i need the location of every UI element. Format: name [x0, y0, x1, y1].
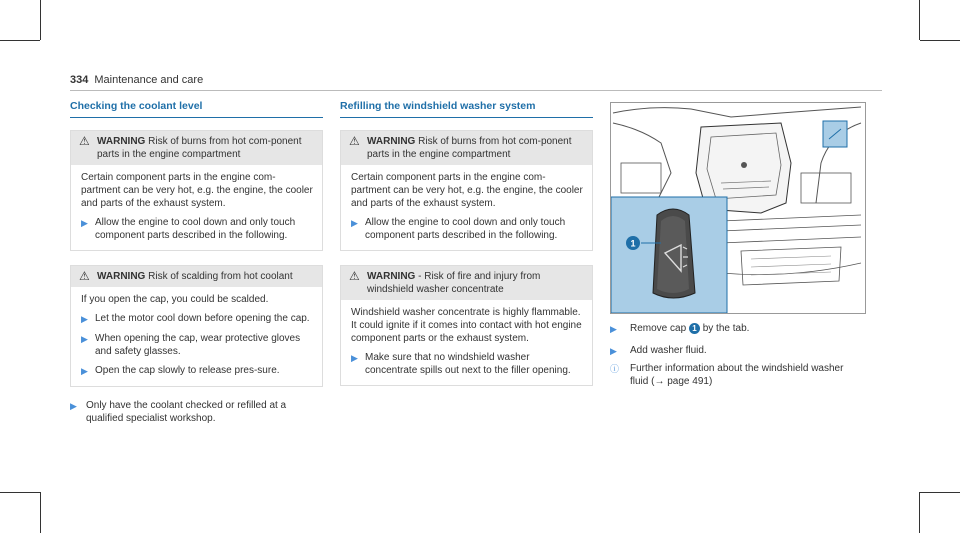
warning-label: WARNING [97, 136, 146, 147]
list-item: ▶ When opening the cap, wear protective gloves and safety glasses. [81, 333, 301, 357]
warning-title: Risk of burns from hot com-ponent parts in the engine compartment [97, 136, 302, 160]
warning-icon: ⚠ [349, 269, 360, 283]
callout-badge: 1 [689, 323, 700, 334]
section-title: Checking the coolant level [70, 100, 323, 118]
section-title: Refilling the windshield washer system [340, 100, 593, 118]
warning-label: WARNING [367, 271, 416, 282]
column-coolant [70, 100, 323, 425]
list-item: ▶ Remove cap 1 by the tab. [610, 323, 750, 334]
warning-box [340, 130, 593, 251]
crop-mark [40, 492, 41, 533]
warning-body: Windshield washer concentrate is highly flammable. It could ignite if it comes into contact with hot engine component parts or the exhaust system. [351, 307, 582, 344]
arrow-icon: ▶ [351, 353, 358, 363]
page-ref[interactable]: page 491) [667, 376, 713, 387]
warning-body: Certain component parts in the engine com-partment can be very hot, e.g. the engine, the cooler and parts of the exhaust system. [81, 172, 313, 209]
arrow-icon: ▶ [81, 218, 88, 228]
crop-mark [40, 0, 41, 40]
arrow-icon: ▶ [610, 322, 630, 336]
list-item: ▶ Allow the engine to cool down and only touch component parts described in the following. [81, 217, 296, 241]
warning-box [340, 265, 593, 386]
arrow-icon: ▶ [610, 344, 630, 358]
arrow-icon: ▶ [70, 399, 86, 425]
engine-bay-drawing [611, 103, 865, 313]
info-icon: ⓘ [610, 362, 630, 388]
list-item: ▶ Open the cap slowly to release pres-sure. [81, 365, 280, 376]
warning-body: If you open the cap, you could be scalded. [81, 294, 269, 305]
list-item: ▶ Let the motor cool down before opening the cap. [81, 313, 310, 324]
warning-icon: ⚠ [79, 269, 90, 283]
page-number: 334 [70, 74, 89, 86]
crop-mark [919, 492, 920, 533]
crop-mark [920, 40, 960, 41]
warning-body: Certain component parts in the engine com-partment can be very hot, e.g. the engine, the cooler and parts of the exhaust system. [351, 172, 583, 209]
page-ref-arrow: → [654, 376, 665, 387]
warning-box [70, 265, 323, 387]
warning-title: Risk of scalding from hot coolant [148, 271, 293, 282]
warning-title: Risk of burns from hot com-ponent parts in the engine compartment [367, 136, 572, 160]
warning-icon: ⚠ [349, 134, 360, 148]
crop-mark [0, 492, 40, 493]
list-item: ▶ Only have the coolant checked or refilled at a qualified specialist workshop. [70, 400, 287, 424]
warning-icon: ⚠ [79, 134, 90, 148]
list-item: ▶ Make sure that no windshield washer concentrate spills out next to the filler opening. [351, 352, 571, 376]
crop-mark [919, 0, 920, 40]
warning-label: WARNING [97, 271, 146, 282]
arrow-icon: ▶ [81, 334, 88, 344]
header-rule [70, 90, 882, 91]
warning-title: - Risk of fire and injury from windshield washer concentrate [367, 271, 541, 295]
engine-bay-illustration [610, 102, 866, 314]
crop-mark [920, 492, 960, 493]
callout-number: 1 [630, 238, 636, 249]
arrow-icon: ▶ [81, 366, 88, 376]
list-item: ▶ Allow the engine to cool down and only touch component parts described in the following. [351, 217, 566, 241]
crop-mark [0, 40, 40, 41]
list-item: ▶ Add washer fluid. [610, 345, 707, 356]
info-note: ⓘ Further information about the windshield washer fluid (→ page 491) [610, 363, 844, 387]
arrow-icon: ▶ [351, 218, 358, 228]
column-washer [340, 100, 593, 386]
column-washer-steps [610, 322, 864, 388]
warning-label: WARNING [367, 136, 416, 147]
section-name: Maintenance and care [94, 74, 204, 86]
page-header [70, 74, 203, 86]
arrow-icon: ▶ [81, 314, 88, 324]
warning-box [70, 130, 323, 251]
